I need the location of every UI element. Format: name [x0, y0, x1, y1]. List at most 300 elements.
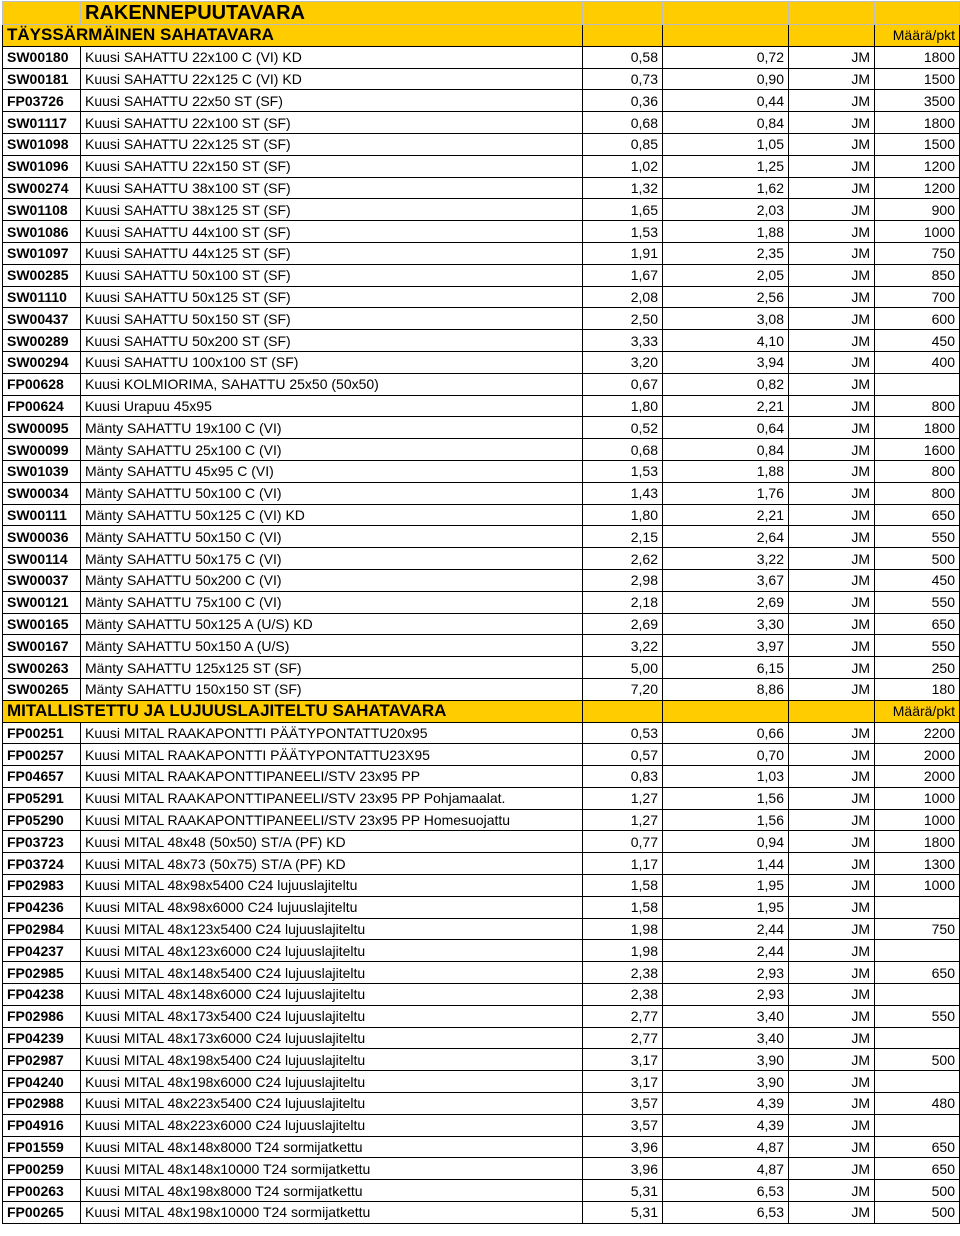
package-quantity: 800 — [875, 395, 960, 417]
product-description: Kuusi SAHATTU 44x125 ST (SF) — [81, 242, 583, 264]
product-description: Kuusi MITAL 48x123x5400 C24 lujuuslajiteltu — [81, 918, 583, 940]
product-code: FP01559 — [3, 1136, 81, 1158]
table-row — [3, 548, 960, 570]
product-code: FP05291 — [3, 787, 81, 809]
product-code: SW00181 — [3, 68, 81, 90]
table-row — [3, 918, 960, 940]
package-quantity — [875, 1027, 960, 1049]
table-row — [3, 504, 960, 526]
product-description: Kuusi MITAL 48x198x8000 T24 sormijatkettu — [81, 1180, 583, 1202]
price-net: 3,20 — [583, 351, 663, 373]
price-net: 2,69 — [583, 613, 663, 635]
product-code: SW01086 — [3, 221, 81, 243]
unit: JM — [789, 199, 875, 221]
price-gross: 1,62 — [663, 177, 789, 199]
product-code: FP02984 — [3, 918, 81, 940]
package-quantity: 750 — [875, 242, 960, 264]
package-quantity: 550 — [875, 591, 960, 613]
package-quantity — [875, 1071, 960, 1093]
product-code: SW00437 — [3, 308, 81, 330]
unit: JM — [789, 1158, 875, 1180]
table-row — [3, 766, 960, 788]
price-net: 1,27 — [583, 787, 663, 809]
price-net: 0,67 — [583, 373, 663, 395]
unit: JM — [789, 460, 875, 482]
price-net: 0,73 — [583, 68, 663, 90]
product-code: SW00285 — [3, 264, 81, 286]
table-row — [3, 1202, 960, 1224]
price-gross: 2,69 — [663, 591, 789, 613]
section-heading: MITALLISTETTU JA LUJUUSLAJITELTU SAHATAVARA — [3, 700, 583, 722]
price-gross: 6,53 — [663, 1202, 789, 1224]
product-description: Kuusi MITAL 48x198x5400 C24 lujuuslajiteltu — [81, 1049, 583, 1071]
table-row — [3, 962, 960, 984]
product-description: Kuusi SAHATTU 50x125 ST (SF) — [81, 286, 583, 308]
product-code: SW00274 — [3, 177, 81, 199]
section-header-row — [3, 700, 960, 722]
package-quantity: 500 — [875, 548, 960, 570]
price-gross: 1,25 — [663, 155, 789, 177]
unit: JM — [789, 308, 875, 330]
price-gross: 1,88 — [663, 460, 789, 482]
table-row — [3, 1180, 960, 1202]
price-gross: 0,72 — [663, 46, 789, 68]
package-quantity: 1000 — [875, 809, 960, 831]
unit: JM — [789, 242, 875, 264]
table-row — [3, 221, 960, 243]
package-quantity — [875, 940, 960, 962]
price-gross: 2,03 — [663, 199, 789, 221]
table-row — [3, 744, 960, 766]
unit: JM — [789, 613, 875, 635]
product-description: Kuusi MITAL 48x173x5400 C24 lujuuslajiteltu — [81, 1005, 583, 1027]
price-net: 0,36 — [583, 90, 663, 112]
price-gross: 0,64 — [663, 417, 789, 439]
price-net: 0,68 — [583, 439, 663, 461]
price-gross: 2,93 — [663, 962, 789, 984]
product-code: SW00114 — [3, 548, 81, 570]
price-gross: 3,97 — [663, 635, 789, 657]
unit: JM — [789, 962, 875, 984]
price-gross: 0,82 — [663, 373, 789, 395]
package-quantity — [875, 896, 960, 918]
price-net: 1,53 — [583, 460, 663, 482]
product-code: FP02988 — [3, 1093, 81, 1115]
price-gross: 2,93 — [663, 984, 789, 1006]
product-description: Kuusi MITAL RAAKAPONTTI PÄÄTYPONTATTU23X95 — [81, 744, 583, 766]
price-net: 3,96 — [583, 1158, 663, 1180]
table-row — [3, 395, 960, 417]
table-row — [3, 591, 960, 613]
product-code: FP02983 — [3, 875, 81, 897]
package-quantity: 2000 — [875, 744, 960, 766]
table-row — [3, 1071, 960, 1093]
table-row — [3, 90, 960, 112]
unit: JM — [789, 395, 875, 417]
table-row — [3, 1049, 960, 1071]
product-code: FP04239 — [3, 1027, 81, 1049]
unit: JM — [789, 766, 875, 788]
price-net: 3,17 — [583, 1049, 663, 1071]
price-net: 0,52 — [583, 417, 663, 439]
unit: JM — [789, 439, 875, 461]
table-row — [3, 722, 960, 744]
price-gross: 4,39 — [663, 1093, 789, 1115]
package-quantity: 1500 — [875, 68, 960, 90]
product-code: SW00099 — [3, 439, 81, 461]
product-code: SW00121 — [3, 591, 81, 613]
price-gross: 3,30 — [663, 613, 789, 635]
unit: JM — [789, 940, 875, 962]
table-row — [3, 635, 960, 657]
product-description: Kuusi SAHATTU 22x100 C (VI) KD — [81, 46, 583, 68]
package-quantity: 850 — [875, 264, 960, 286]
unit: JM — [789, 1049, 875, 1071]
unit: JM — [789, 264, 875, 286]
product-description: Mänty SAHATTU 50x200 C (VI) — [81, 569, 583, 591]
package-quantity: 700 — [875, 286, 960, 308]
section-heading: TÄYSSÄRMÄINEN SAHATAVARA — [3, 25, 583, 47]
package-quantity: 1600 — [875, 439, 960, 461]
product-description: Kuusi MITAL 48x123x6000 C24 lujuuslajiteltu — [81, 940, 583, 962]
price-gross: 2,64 — [663, 526, 789, 548]
product-description: Kuusi SAHATTU 100x100 ST (SF) — [81, 351, 583, 373]
price-net: 1,02 — [583, 155, 663, 177]
package-quantity: 1000 — [875, 221, 960, 243]
qty-column-header: Määrä/pkt — [875, 700, 960, 722]
product-code: FP04916 — [3, 1114, 81, 1136]
package-quantity: 1300 — [875, 853, 960, 875]
package-quantity: 1500 — [875, 133, 960, 155]
price-net: 2,77 — [583, 1027, 663, 1049]
package-quantity: 650 — [875, 1136, 960, 1158]
unit: JM — [789, 787, 875, 809]
package-quantity: 800 — [875, 482, 960, 504]
price-net: 5,31 — [583, 1180, 663, 1202]
unit: JM — [789, 635, 875, 657]
price-net: 0,58 — [583, 46, 663, 68]
package-quantity: 1000 — [875, 875, 960, 897]
package-quantity: 2200 — [875, 722, 960, 744]
price-net: 1,53 — [583, 221, 663, 243]
product-code: SW01108 — [3, 199, 81, 221]
package-quantity: 3500 — [875, 90, 960, 112]
product-description: Mänty SAHATTU 50x100 C (VI) — [81, 482, 583, 504]
unit: JM — [789, 373, 875, 395]
price-gross: 1,05 — [663, 133, 789, 155]
product-description: Kuusi MITAL 48x98x6000 C24 lujuuslajiteltu — [81, 896, 583, 918]
price-net: 0,68 — [583, 112, 663, 134]
product-description: Kuusi MITAL 48x148x5400 C24 lujuuslajiteltu — [81, 962, 583, 984]
price-net: 5,00 — [583, 657, 663, 679]
unit: JM — [789, 678, 875, 700]
price-gross: 1,88 — [663, 221, 789, 243]
unit: JM — [789, 133, 875, 155]
product-description: Kuusi SAHATTU 38x100 ST (SF) — [81, 177, 583, 199]
unit: JM — [789, 90, 875, 112]
price-net: 2,98 — [583, 569, 663, 591]
price-net: 1,80 — [583, 395, 663, 417]
package-quantity: 500 — [875, 1180, 960, 1202]
price-gross: 3,90 — [663, 1049, 789, 1071]
price-gross: 0,44 — [663, 90, 789, 112]
product-code: FP02987 — [3, 1049, 81, 1071]
table-row — [3, 1005, 960, 1027]
price-net: 0,83 — [583, 766, 663, 788]
price-gross: 0,94 — [663, 831, 789, 853]
price-net: 1,67 — [583, 264, 663, 286]
table-row — [3, 678, 960, 700]
table-row — [3, 242, 960, 264]
product-description: Kuusi SAHATTU 22x150 ST (SF) — [81, 155, 583, 177]
unit: JM — [789, 722, 875, 744]
product-code: FP03726 — [3, 90, 81, 112]
price-gross: 3,40 — [663, 1005, 789, 1027]
product-description: Kuusi Urapuu 45x95 — [81, 395, 583, 417]
price-net: 3,33 — [583, 330, 663, 352]
price-gross: 8,86 — [663, 678, 789, 700]
product-description: Kuusi MITAL 48x148x6000 C24 lujuuslajiteltu — [81, 984, 583, 1006]
unit: JM — [789, 853, 875, 875]
table-row — [3, 1136, 960, 1158]
package-quantity: 450 — [875, 330, 960, 352]
table-row — [3, 330, 960, 352]
unit: JM — [789, 569, 875, 591]
price-gross: 1,76 — [663, 482, 789, 504]
product-code: FP03723 — [3, 831, 81, 853]
price-net: 1,58 — [583, 875, 663, 897]
product-code: SW01098 — [3, 133, 81, 155]
package-quantity: 550 — [875, 526, 960, 548]
unit: JM — [789, 591, 875, 613]
price-net: 1,43 — [583, 482, 663, 504]
product-description: Mänty SAHATTU 25x100 C (VI) — [81, 439, 583, 461]
price-gross: 1,95 — [663, 875, 789, 897]
unit: JM — [789, 112, 875, 134]
section-header-row — [3, 25, 960, 47]
product-description: Kuusi SAHATTU 22x100 ST (SF) — [81, 112, 583, 134]
table-row — [3, 787, 960, 809]
product-code: FP00624 — [3, 395, 81, 417]
unit: JM — [789, 875, 875, 897]
table-row — [3, 286, 960, 308]
product-description: Kuusi MITAL RAAKAPONTTIPANEELI/STV 23x95 PP — [81, 766, 583, 788]
price-net: 5,31 — [583, 1202, 663, 1224]
price-net: 1,17 — [583, 853, 663, 875]
package-quantity: 900 — [875, 199, 960, 221]
price-net: 3,22 — [583, 635, 663, 657]
product-code: FP04237 — [3, 940, 81, 962]
product-code: SW00265 — [3, 678, 81, 700]
unit: JM — [789, 984, 875, 1006]
unit: JM — [789, 831, 875, 853]
table-row — [3, 482, 960, 504]
table-row — [3, 351, 960, 373]
product-description: Mänty SAHATTU 50x125 A (U/S) KD — [81, 613, 583, 635]
product-code: SW01097 — [3, 242, 81, 264]
product-code: SW00294 — [3, 351, 81, 373]
price-net: 1,98 — [583, 918, 663, 940]
product-description: Kuusi MITAL 48x173x6000 C24 lujuuslajiteltu — [81, 1027, 583, 1049]
table-row — [3, 569, 960, 591]
price-gross: 1,95 — [663, 896, 789, 918]
table-row — [3, 853, 960, 875]
product-description: Kuusi MITAL 48x73 (50x75) ST/A (PF) KD — [81, 853, 583, 875]
table-row — [3, 155, 960, 177]
unit: JM — [789, 1093, 875, 1115]
table-row — [3, 112, 960, 134]
package-quantity: 1800 — [875, 46, 960, 68]
product-description: Kuusi SAHATTU 50x200 ST (SF) — [81, 330, 583, 352]
product-description: Kuusi MITAL 48x223x5400 C24 lujuuslajiteltu — [81, 1093, 583, 1115]
table-row — [3, 1158, 960, 1180]
package-quantity: 750 — [875, 918, 960, 940]
table-row — [3, 875, 960, 897]
price-gross: 2,56 — [663, 286, 789, 308]
package-quantity: 550 — [875, 635, 960, 657]
product-description: Kuusi MITAL RAAKAPONTTIPANEELI/STV 23x95 PP Homesuojattu — [81, 809, 583, 831]
price-gross: 0,84 — [663, 439, 789, 461]
product-code: SW00111 — [3, 504, 81, 526]
package-quantity: 650 — [875, 1158, 960, 1180]
product-description: Kuusi MITAL 48x98x5400 C24 lujuuslajiteltu — [81, 875, 583, 897]
product-code: FP00259 — [3, 1158, 81, 1180]
price-list-table — [2, 1, 960, 1224]
price-net: 0,53 — [583, 722, 663, 744]
table-row — [3, 940, 960, 962]
price-gross: 0,66 — [663, 722, 789, 744]
price-gross: 6,53 — [663, 1180, 789, 1202]
product-description: Mänty SAHATTU 50x150 A (U/S) — [81, 635, 583, 657]
product-description: Kuusi SAHATTU 22x125 ST (SF) — [81, 133, 583, 155]
price-gross: 0,84 — [663, 112, 789, 134]
unit: JM — [789, 155, 875, 177]
product-description: Mänty SAHATTU 50x150 C (VI) — [81, 526, 583, 548]
product-code: SW00036 — [3, 526, 81, 548]
product-code: FP04238 — [3, 984, 81, 1006]
unit: JM — [789, 221, 875, 243]
price-gross: 3,22 — [663, 548, 789, 570]
unit: JM — [789, 351, 875, 373]
product-code: FP02986 — [3, 1005, 81, 1027]
table-row — [3, 831, 960, 853]
price-gross: 4,87 — [663, 1136, 789, 1158]
unit: JM — [789, 657, 875, 679]
price-gross: 3,67 — [663, 569, 789, 591]
table-row — [3, 1027, 960, 1049]
unit: JM — [789, 1114, 875, 1136]
product-description: Kuusi SAHATTU 50x150 ST (SF) — [81, 308, 583, 330]
table-row — [3, 46, 960, 68]
package-quantity: 1000 — [875, 787, 960, 809]
product-description: Kuusi MITAL RAAKAPONTTI PÄÄTYPONTATTU20x95 — [81, 722, 583, 744]
product-description: Kuusi SAHATTU 50x100 ST (SF) — [81, 264, 583, 286]
table-row — [3, 439, 960, 461]
product-code: SW00165 — [3, 613, 81, 635]
table-row — [3, 460, 960, 482]
sheet-title-row — [3, 2, 960, 25]
unit: JM — [789, 286, 875, 308]
unit: JM — [789, 918, 875, 940]
price-gross: 2,21 — [663, 504, 789, 526]
unit: JM — [789, 526, 875, 548]
package-quantity: 800 — [875, 460, 960, 482]
unit: JM — [789, 1071, 875, 1093]
price-gross: 4,10 — [663, 330, 789, 352]
product-code: FP00263 — [3, 1180, 81, 1202]
product-description: Kuusi SAHATTU 44x100 ST (SF) — [81, 221, 583, 243]
package-quantity: 450 — [875, 569, 960, 591]
price-gross: 0,90 — [663, 68, 789, 90]
table-row — [3, 264, 960, 286]
price-net: 0,57 — [583, 744, 663, 766]
product-description: Kuusi MITAL 48x148x10000 T24 sormijatkettu — [81, 1158, 583, 1180]
package-quantity: 1800 — [875, 831, 960, 853]
unit: JM — [789, 417, 875, 439]
table-row — [3, 417, 960, 439]
price-gross: 2,35 — [663, 242, 789, 264]
product-description: Kuusi MITAL 48x223x6000 C24 lujuuslajiteltu — [81, 1114, 583, 1136]
price-net: 1,27 — [583, 809, 663, 831]
package-quantity: 650 — [875, 613, 960, 635]
unit: JM — [789, 177, 875, 199]
price-gross: 1,56 — [663, 787, 789, 809]
package-quantity: 600 — [875, 308, 960, 330]
price-gross: 4,39 — [663, 1114, 789, 1136]
table-row — [3, 657, 960, 679]
table-row — [3, 68, 960, 90]
product-code: SW00289 — [3, 330, 81, 352]
product-code: FP00251 — [3, 722, 81, 744]
table-row — [3, 373, 960, 395]
product-description: Mänty SAHATTU 125x125 ST (SF) — [81, 657, 583, 679]
product-code: SW00095 — [3, 417, 81, 439]
price-net: 2,77 — [583, 1005, 663, 1027]
price-net: 1,91 — [583, 242, 663, 264]
unit: JM — [789, 482, 875, 504]
table-row — [3, 308, 960, 330]
price-net: 2,38 — [583, 962, 663, 984]
package-quantity: 1800 — [875, 417, 960, 439]
price-net: 1,32 — [583, 177, 663, 199]
product-description: Kuusi SAHATTU 22x50 ST (SF) — [81, 90, 583, 112]
product-description: Mänty SAHATTU 50x125 C (VI) KD — [81, 504, 583, 526]
table-row — [3, 984, 960, 1006]
product-description: Kuusi KOLMIORIMA, SAHATTU 25x50 (50x50) — [81, 373, 583, 395]
product-code: SW00180 — [3, 46, 81, 68]
price-gross: 6,15 — [663, 657, 789, 679]
package-quantity — [875, 373, 960, 395]
price-net: 2,08 — [583, 286, 663, 308]
product-code: FP04236 — [3, 896, 81, 918]
price-net: 3,96 — [583, 1136, 663, 1158]
qty-column-header: Määrä/pkt — [875, 25, 960, 47]
product-description: Kuusi MITAL 48x198x10000 T24 sormijatkettu — [81, 1202, 583, 1224]
product-description: Mänty SAHATTU 19x100 C (VI) — [81, 417, 583, 439]
package-quantity: 180 — [875, 678, 960, 700]
package-quantity — [875, 1114, 960, 1136]
price-list-body — [3, 2, 960, 1224]
package-quantity: 1200 — [875, 155, 960, 177]
package-quantity: 2000 — [875, 766, 960, 788]
price-net: 1,80 — [583, 504, 663, 526]
price-net: 2,18 — [583, 591, 663, 613]
table-row — [3, 199, 960, 221]
price-net: 2,38 — [583, 984, 663, 1006]
product-code: SW00034 — [3, 482, 81, 504]
product-code: SW01096 — [3, 155, 81, 177]
unit: JM — [789, 504, 875, 526]
